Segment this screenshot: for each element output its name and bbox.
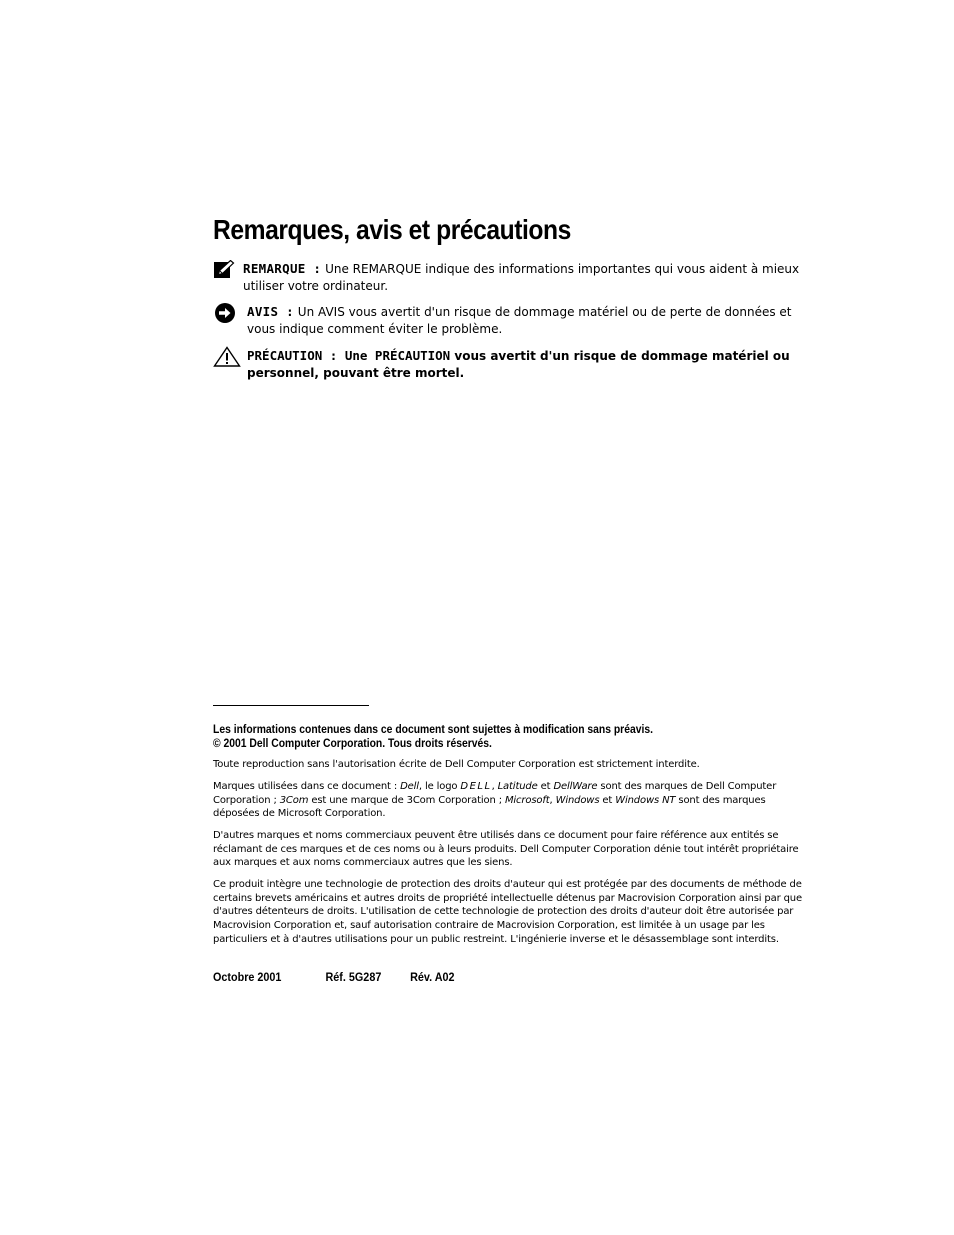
document-reference: Réf. 5G287	[325, 970, 382, 984]
trademarks-text: et	[599, 794, 616, 806]
trademarks-text: et	[537, 781, 554, 792]
document-revision: Rév. A02	[410, 970, 455, 984]
caution-lead: PRÉCAUTION : Une PRÉCAUTION	[247, 348, 451, 363]
trademark-microsoft: Microsoft	[504, 794, 550, 806]
trademark-3com: 3Com	[279, 794, 309, 806]
pencil-note-icon	[213, 260, 239, 282]
trademark-windows: Windows	[555, 794, 600, 806]
page-title: Remarques, avis et précautions	[213, 214, 571, 245]
copyright-line: © 2001 Dell Computer Corporation. Tous droits réservés.	[213, 738, 492, 750]
caution-text: vous avertit d'un risque de dommage matériel ou personnel, pouvant être mortel.	[247, 349, 790, 380]
legal-notice-line: Les informations contenues dans ce document sont sujettes à modification sans préavis.	[213, 724, 653, 736]
document-footer	[213, 970, 455, 984]
notice-text: Un AVIS vous avertit d'un risque de dommage matériel ou de perte de données et vous indique comment éviter le problème.	[247, 305, 792, 336]
other-marks-paragraph: D'autres marques et noms commerciaux peuvent être utilisés dans ce document pour faire référence aux entités se réclamant de ces marques et de ces noms ou à leurs produits. Dell Computer Corporation dénie tout intérêt propriétaire aux marques et aux noms commerciaux autres que les siens.	[213, 830, 799, 869]
trademarks-text: sont des marques déposées de Microsoft Corporation.	[213, 794, 766, 820]
caution-block	[213, 347, 813, 382]
dell-logo-text: DELL	[460, 781, 492, 792]
trademarks-text: sont des marques de Dell Computer Corporation ;	[213, 781, 777, 806]
trademark-windows-nt: Windows NT	[615, 794, 676, 806]
trademark-dellware: DellWare	[553, 781, 598, 792]
trademark-latitude: Latitude	[497, 781, 538, 792]
macrovision-paragraph: Ce produit intègre une technologie de protection des droits d'auteur qui est protégée par des documents de méthode de certains brevets américains et autres droits de propriété intellectuelle détenus par Macrovision Corporation ainsi par que d'autres détenteurs de droits. L'utilisation de cette technologie de protection des droits d'auteur doit être autorisée par Macrovision Corporation et, sauf autorisation contraire de Macrovision Corporation, est limitée à un usage par les particuliers et à d'autres utilisations pour un public restreint. L'ingénierie inverse et le désassemblage sont interdits.	[213, 879, 802, 945]
trademarks-text: ,	[549, 794, 556, 806]
footnote-divider	[213, 705, 369, 706]
legal-header	[213, 723, 813, 751]
note-block	[213, 260, 813, 295]
note-lead: REMARQUE :	[243, 261, 322, 276]
trademark-dell: Dell	[400, 781, 419, 792]
notice-lead: AVIS :	[247, 304, 294, 319]
trademarks-text: est une marque de 3Com Corporation ;	[308, 794, 505, 806]
document-date: Octobre 2001	[213, 970, 282, 984]
notice-block	[213, 303, 813, 338]
trademarks-text: Marques utilisées dans ce document :	[213, 781, 401, 792]
trademarks-text: , le logo	[418, 781, 461, 792]
trademarks-text: ,	[491, 781, 498, 792]
trademarks-paragraph	[213, 780, 813, 821]
warning-triangle-icon	[213, 346, 239, 368]
reproduction-paragraph: Toute reproduction sans l'autorisation écrite de Dell Computer Corporation est strictement interdite.	[213, 759, 700, 770]
arrow-circle-icon	[213, 303, 239, 325]
note-text: Une REMARQUE indique des informations importantes qui vous aident à mieux utiliser votre ordinateur.	[243, 262, 800, 293]
